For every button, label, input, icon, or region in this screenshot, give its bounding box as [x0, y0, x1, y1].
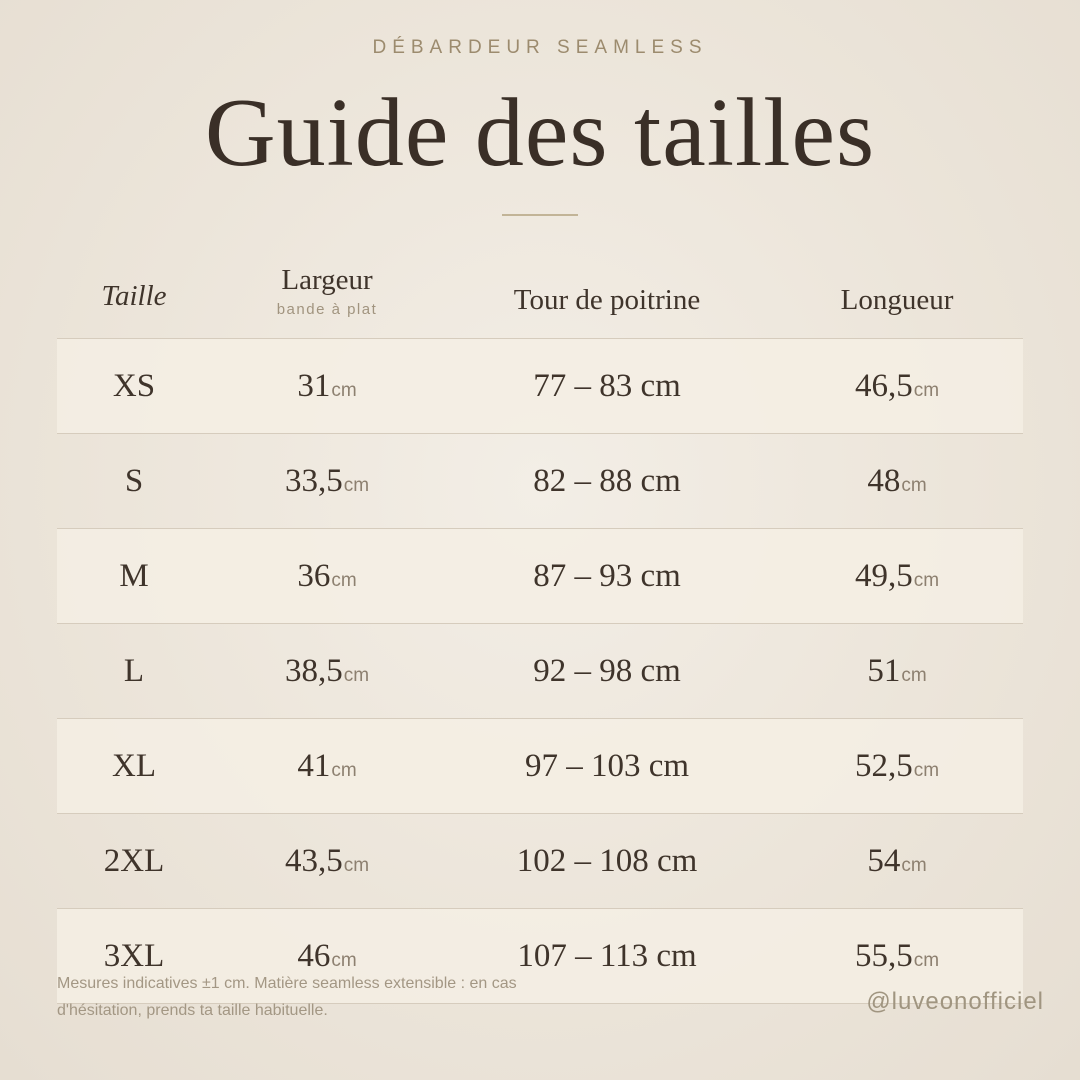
cell-largeur-unit: cm — [331, 760, 357, 781]
cell-largeur — [211, 557, 443, 600]
cell-tour: 102 – 108 cm — [516, 843, 698, 879]
cell-taille: S — [124, 463, 144, 499]
table-row — [57, 434, 1023, 529]
product-eyebrow: DÉBARDEUR SEAMLESS — [372, 37, 708, 58]
cell-longueur-value: 51 — [867, 653, 901, 689]
measurement-footnote: Mesures indicatives ±1 cm. Matière seamless extensible : en cas d'hésitation, prends ta taille habituelle. — [57, 975, 517, 1019]
title-divider — [502, 214, 578, 216]
size-table — [57, 250, 1023, 1004]
cell-largeur-unit: cm — [331, 380, 357, 401]
cell-taille: 3XL — [103, 938, 165, 974]
cell-taille: 2XL — [103, 843, 165, 879]
social-handle: @luveonofficiel — [866, 988, 1044, 1015]
header-largeur — [211, 262, 443, 320]
cell-largeur-value: 36 — [297, 558, 331, 594]
cell-largeur — [211, 652, 443, 695]
cell-largeur-unit: cm — [343, 665, 370, 686]
cell-longueur-value: 49,5 — [854, 558, 913, 594]
header-longueur: Longueur — [840, 284, 954, 316]
cell-largeur — [211, 747, 443, 790]
header-tour-de-poitrine: Tour de poitrine — [513, 284, 701, 316]
header-largeur-sublabel: bande à plat — [276, 301, 378, 318]
cell-longueur — [771, 937, 1023, 980]
cell-largeur-value: 38,5 — [284, 653, 343, 689]
cell-longueur-unit: cm — [913, 950, 940, 971]
cell-longueur — [771, 842, 1023, 885]
cell-longueur-value: 55,5 — [854, 938, 913, 974]
cell-longueur-unit: cm — [913, 380, 940, 401]
cell-taille: XS — [112, 368, 156, 404]
cell-longueur-unit: cm — [901, 855, 927, 876]
cell-longueur — [771, 462, 1023, 505]
cell-longueur-value: 52,5 — [854, 748, 913, 784]
cell-largeur-value: 41 — [297, 748, 331, 784]
cell-longueur — [771, 747, 1023, 790]
cell-longueur-unit: cm — [901, 665, 927, 686]
cell-longueur — [771, 652, 1023, 695]
cell-longueur — [771, 367, 1023, 410]
cell-largeur-value: 43,5 — [284, 843, 343, 879]
header-largeur-label: Largeur — [281, 264, 373, 296]
cell-tour: 87 – 93 cm — [533, 558, 681, 594]
cell-longueur-unit: cm — [913, 760, 940, 781]
cell-largeur-unit: cm — [331, 570, 357, 591]
cell-longueur-value: 48 — [867, 463, 901, 499]
cell-largeur-unit: cm — [331, 950, 357, 971]
table-row — [57, 529, 1023, 624]
cell-taille: XL — [112, 748, 156, 784]
table-row — [57, 719, 1023, 814]
header-taille: Taille — [101, 280, 167, 312]
cell-tour: 97 – 103 cm — [524, 748, 690, 784]
cell-longueur — [771, 557, 1023, 600]
cell-tour: 82 – 88 cm — [533, 463, 681, 499]
cell-taille: M — [119, 558, 149, 594]
page-title: Guide des tailles — [204, 79, 876, 187]
cell-largeur-value: 33,5 — [284, 463, 343, 499]
table-row — [57, 814, 1023, 909]
table-row — [57, 339, 1023, 434]
cell-longueur-unit: cm — [913, 570, 940, 591]
cell-largeur — [211, 462, 443, 505]
table-header — [57, 250, 1023, 339]
cell-largeur — [211, 367, 443, 410]
table-row — [57, 624, 1023, 719]
cell-longueur-unit: cm — [901, 475, 927, 496]
cell-largeur-value: 46 — [297, 938, 331, 974]
cell-longueur-value: 54 — [867, 843, 901, 879]
cell-largeur — [211, 842, 443, 885]
cell-largeur-value: 31 — [297, 368, 331, 404]
cell-tour: 107 – 113 cm — [517, 938, 697, 974]
cell-taille: L — [123, 653, 145, 689]
cell-longueur-value: 46,5 — [854, 368, 913, 404]
cell-tour: 77 – 83 cm — [533, 368, 681, 404]
cell-largeur-unit: cm — [343, 475, 370, 496]
cell-tour: 92 – 98 cm — [533, 653, 681, 689]
cell-largeur-unit: cm — [343, 855, 370, 876]
